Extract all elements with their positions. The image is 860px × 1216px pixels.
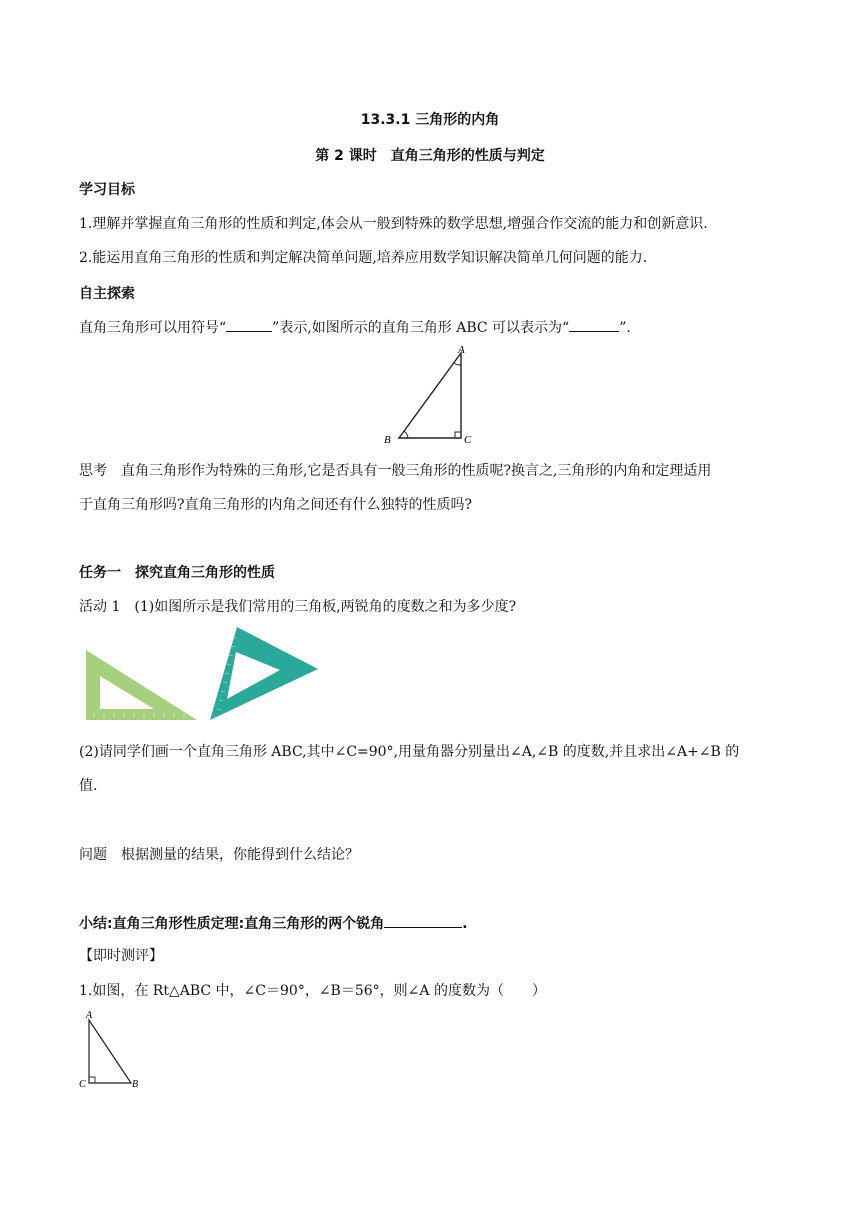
fig1-label-c: C	[464, 434, 472, 446]
green-set-square	[86, 650, 197, 720]
triangle-abc-figure	[375, 340, 485, 450]
page-subtitle: 第 2 课时 直角三角形的性质与判定	[315, 148, 545, 164]
fig1-label-b: B	[384, 434, 391, 446]
objective-item-2: 2.能运用直角三角形的性质和判定解决简单问题,培养应用数学知识解决简单几何问题的能力.	[79, 250, 648, 266]
think-text-1: 直角三角形作为特殊的三角形,它是否具有一般三角形的性质呢?换言之,三角形的内角和定理适用	[121, 463, 712, 479]
explore-text-a: 直角三角形可以用符号“	[79, 320, 227, 336]
page-title: 13.3.1 三角形的内角	[360, 112, 500, 128]
quiz-question-1: 1.如图，在 Rt△ABC 中，∠C＝90°，∠B＝56°，则∠A 的度数为（ ）	[79, 983, 546, 999]
answer-blank-symbol	[226, 317, 272, 332]
summary-text: 小结:直角三角形性质定理:直角三角形的两个锐角	[79, 916, 385, 932]
activity1-label: 活动 1	[79, 599, 121, 615]
think-line-2: 于直角三角形吗?直角三角形的内角之间还有什么独特的性质吗?	[79, 497, 473, 513]
set-squares-image	[84, 624, 324, 724]
answer-blank-summary	[384, 913, 462, 928]
think-line-1	[79, 461, 711, 481]
think-label: 思考	[79, 463, 107, 479]
activity1-line	[79, 597, 516, 617]
fig1-label-a: A	[458, 344, 465, 356]
activity1-question-2: (2)请同学们画一个直角三角形 ABC,其中∠C=90°,用量角器分别量出∠A,∠B 的度数,并且求出∠A+∠B 的	[79, 744, 740, 760]
objective-item-1: 1.理解并掌握直角三角形的性质和判定,体会从一般到特殊的数学思想,增强合作交流的能力和创新意识.	[79, 216, 708, 232]
answer-blank-notation	[569, 317, 619, 332]
problem-line: 问题 根据测量的结果，你能得到什么结论？	[79, 847, 359, 863]
teal-set-square	[210, 627, 318, 720]
fig2-label-c: C	[79, 1079, 86, 1090]
quiz-triangle-figure	[78, 1008, 148, 1090]
fig2-label-b: B	[132, 1079, 139, 1090]
explore-heading: 自主探索	[79, 286, 135, 302]
objectives-heading: 学习目标	[79, 182, 135, 198]
summary-line: 小结:直角三角形性质定理:直角三角形的两个锐角 .	[79, 913, 468, 934]
task1-heading: 任务一 探究直角三角形的性质	[79, 565, 275, 581]
explore-symbol-line	[79, 317, 631, 338]
quiz-heading: 【即时测评】	[79, 948, 163, 964]
activity1-question-1: (1)如图所示是我们常用的三角板,两锐角的度数之和为多少度?	[134, 599, 517, 615]
fig2-label-a: A	[86, 1010, 93, 1021]
explore-text-c: ”.	[619, 320, 631, 336]
explore-text-b: ”表示,如图所示的直角三角形 ABC 可以表示为“	[272, 320, 570, 336]
activity1-question-2-cont: 值.	[79, 778, 98, 794]
